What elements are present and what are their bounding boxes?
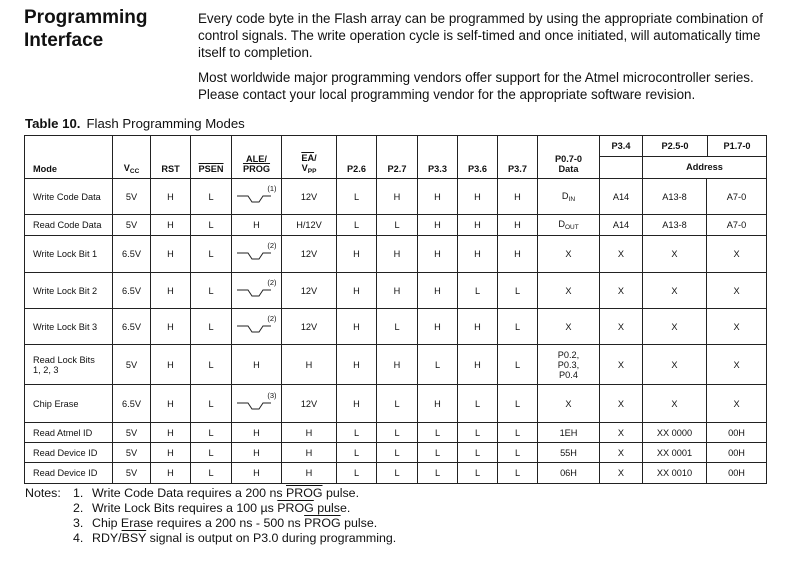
section-title-line1: Programming <box>24 7 148 28</box>
header-p27: P2.7 <box>377 136 418 179</box>
section-heading <box>24 6 148 52</box>
intro-paragraph-1: Every code byte in the Flash array can be programmed by using the appropriate combination of control signals. The write operation cycle is self-timed and once initiated, will automatically time itself to completion. <box>198 11 763 60</box>
note-item: 2. Write Lock Bits requires a 100 µs PROG pulse. <box>73 501 351 515</box>
pulse-waveform-icon <box>237 288 271 298</box>
header-ale-prog: ALE/ PROG <box>232 136 282 179</box>
note-item: 1. Write Code Data requires a 200 ns PROG pulse. <box>73 486 360 500</box>
table-header-row <box>25 136 767 179</box>
table-caption <box>25 116 245 131</box>
table-row: Write Lock Bit 3 6.5V H L (2) 12V H L H H L X X X X <box>25 309 767 345</box>
table-row: Read Atmel ID 5V H L H H L L L L L 1EH X XX 0000 00H <box>25 423 767 443</box>
note-item: 3. Chip Erase requires a 200 ns - 500 ns PROG pulse. <box>73 516 378 530</box>
intro-text <box>198 10 783 111</box>
header-p37: P3.7 <box>498 136 538 179</box>
table-row: Read Device ID 5V H L H H L L L L L 06H X XX 0010 00H <box>25 463 767 484</box>
prog-pulse-cell: (2) <box>232 236 282 273</box>
table-row: Write Lock Bit 2 6.5V H L (2) 12V H H H L L X X X X <box>25 273 767 309</box>
prog-pulse-cell: (3) <box>232 385 282 423</box>
header-address <box>643 136 767 179</box>
pulse-waveform-icon <box>237 251 271 261</box>
table-row: Write Lock Bit 1 6.5V H L (2) 12V H H H H H X X X X <box>25 236 767 273</box>
header-psen: PSEN <box>191 136 232 179</box>
header-ea-vpp: $\overline{EA}/$ $V_{PP}$ <box>282 136 337 179</box>
header-p17: P1.7-0 <box>723 141 751 151</box>
table-row: Chip Erase 6.5V H L (3) 12V H L H L L X X X X <box>25 385 767 423</box>
table-row: Read Lock Bits 1, 2, 3 5V H L H H H H L H L P0.2, P0.3, P0.4 X X X <box>25 345 767 385</box>
notes-label: Notes: <box>25 486 61 500</box>
table-title: Flash Programming Modes <box>86 116 245 131</box>
header-p36: P3.6 <box>458 136 498 179</box>
header-p25: P2.5-0 <box>643 136 708 156</box>
table-row: Write Code Data 5V H L (1) 12V L H H H H $D_{IN}$ A14 A13-8 A7-0 <box>25 179 767 215</box>
header-address-label: Address <box>686 162 723 172</box>
header-p33: P3.3 <box>418 136 458 179</box>
header-mode: Mode <box>25 136 113 179</box>
header-p34: P3.4 <box>600 136 643 179</box>
pulse-waveform-icon <box>237 401 271 411</box>
header-p07-data: P0.7-0 Data <box>538 136 600 179</box>
section-title-line2: Interface <box>24 30 104 51</box>
prog-pulse-cell: (1) <box>232 179 282 215</box>
table-row: Read Device ID 5V H L H H L L L L L 55H X XX 0001 00H <box>25 443 767 463</box>
table-row: Read Code Data 5V H L H H/12V L L H H H $D_{OUT}$ A14 A13-8 A7-0 <box>25 215 767 236</box>
pulse-waveform-icon <box>237 324 271 334</box>
flash-programming-modes-table <box>24 135 767 484</box>
header-vcc: $V_{CC}$ <box>113 136 151 179</box>
note-item: 4. RDY/$\overline{BSY}$ signal is output on P3.0 during programming. <box>73 531 397 545</box>
notes-list <box>73 486 473 546</box>
table-label: Table 10. <box>25 116 81 131</box>
intro-paragraph-2: Most worldwide major programming vendors offer support for the Atmel microcontroller series. Please contact your local programming vendor for the appropriate software revision. <box>198 70 754 102</box>
prog-pulse-cell: (2) <box>232 273 282 309</box>
header-p26: P2.6 <box>337 136 377 179</box>
pulse-waveform-icon <box>237 194 271 204</box>
header-rst: RST <box>151 136 191 179</box>
prog-pulse-cell: (2) <box>232 309 282 345</box>
